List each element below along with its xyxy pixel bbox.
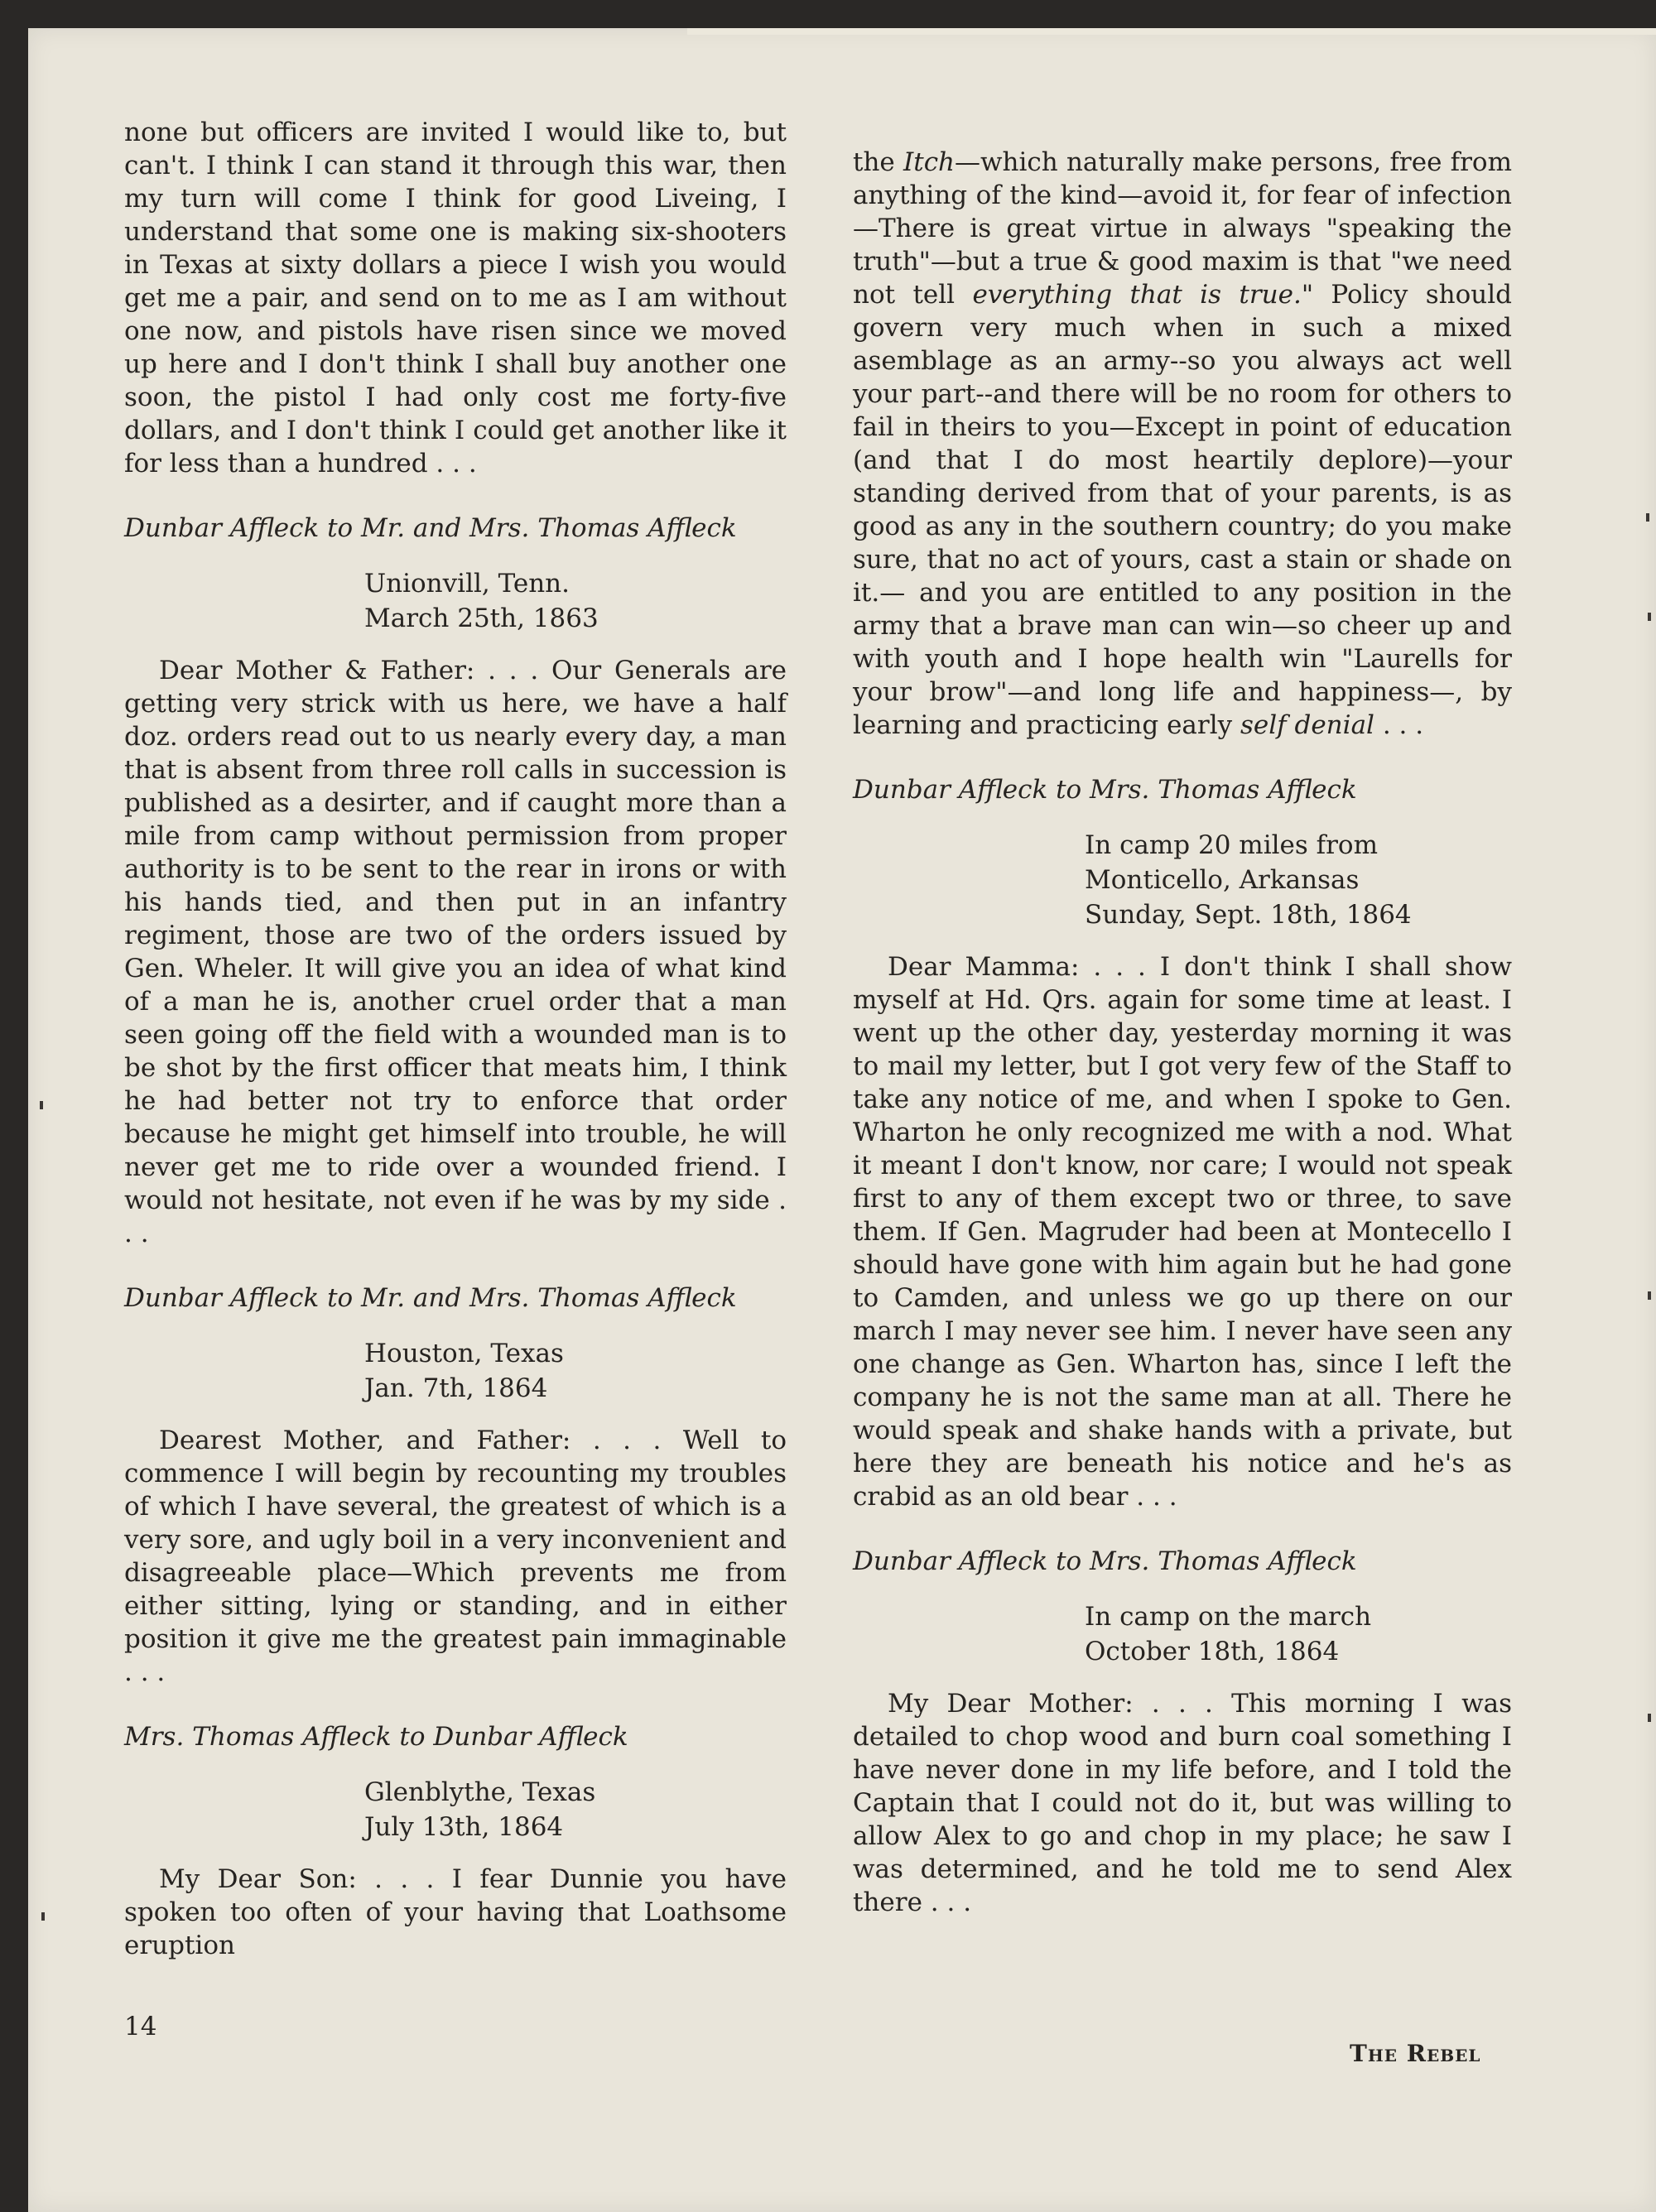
dateline-place: In camp on the march bbox=[1085, 1602, 1372, 1632]
page-number: 14 bbox=[124, 2012, 157, 2041]
letter-heading: Dunbar Affleck to Mr. and Mrs. Thomas Affleck bbox=[124, 1283, 737, 1313]
letter-dateline bbox=[124, 1775, 787, 1844]
intro-paragraph: none but officers are invited I would like to, but can't. I think I can stand it through this war, then my turn will come I think for good Liveing, I understand that some one is making six-shooters in Texas at sixty dollars a piece I wish you would get me a pair, and send on to me as I am without one now, and pistols have risen since we moved up here and I don't think I shall buy another one soon, the pistol I had only cost me forty-five dollars, and I don't think I could get another like it for less than a hundred . . . bbox=[124, 118, 787, 478]
binding-mark bbox=[1648, 613, 1651, 621]
letter-dateline bbox=[853, 1599, 1512, 1669]
italic-run: everything that is true. bbox=[972, 280, 1302, 310]
italic-run: self denial bbox=[1240, 710, 1374, 740]
letter-dateline bbox=[124, 1336, 787, 1406]
dateline-date: October 18th, 1864 bbox=[1085, 1637, 1340, 1666]
dateline-place: Houston, Texas bbox=[364, 1339, 564, 1368]
dateline-place: In camp 20 miles from bbox=[1085, 830, 1378, 860]
left-column bbox=[124, 116, 787, 1962]
right-column bbox=[853, 146, 1512, 1919]
text-run: —which naturally make persons, free from anything of the kind—avoid it, for fear of infection—There is great virtue in always "speaking the truth"—but a true & good maxim is that "we need not tell bbox=[853, 147, 1512, 310]
dateline-date: July 13th, 1864 bbox=[364, 1812, 564, 1842]
dateline-place: Glenblythe, Texas bbox=[364, 1777, 596, 1807]
letter-dateline bbox=[124, 566, 787, 636]
letter-heading: Dunbar Affleck to Mr. and Mrs. Thomas Affleck bbox=[124, 513, 737, 543]
dateline-date: Jan. 7th, 1864 bbox=[364, 1373, 548, 1403]
binding-mark bbox=[41, 1912, 45, 1921]
letter-dateline bbox=[853, 828, 1512, 932]
letter-heading: Dunbar Affleck to Mrs. Thomas Affleck bbox=[853, 1546, 1357, 1576]
text-run: the bbox=[853, 147, 903, 177]
letter-heading: Mrs. Thomas Affleck to Dunbar Affleck bbox=[124, 1722, 628, 1752]
text-run: . . . bbox=[1374, 710, 1424, 740]
binding-mark bbox=[1648, 1714, 1651, 1722]
letter-heading: Dunbar Affleck to Mrs. Thomas Affleck bbox=[853, 775, 1357, 805]
binding-mark bbox=[1648, 1291, 1651, 1300]
binding-mark bbox=[40, 1101, 43, 1109]
letter-body: Dearest Mother, and Father: . . . Well to commence I will begin by recounting my troubles of which I have several, the greatest of which is a very sore, and ugly boil in a very inconvenient and disagreeable place—Which prevents me from either sitting, lying or standing, and in either position it give me the greatest pain immaginable . . . bbox=[124, 1426, 787, 1687]
text-run: " Policy should govern very much when in such a mixed asemblage as an army--so you always act well your part--and there will be no room for others to fail in theirs to you—Except in point of education (and that I do most heartily deplore)—your standing derived from that of your parents, is as good as any in the southern country; do you make sure, that no act of yours, cast a stain or shade on it.— and you are entitled to any position in the army that a brave man can win—so cheer up and with youth and I hope health win "Laurells for your brow"—and long life and happiness—, by learning and practicing early bbox=[853, 280, 1513, 740]
dateline-place: Monticello, Arkansas bbox=[1085, 865, 1360, 895]
letter-body: My Dear Mother: . . . This morning I was detailed to chop wood and burn coal something I have never done in my life before, and I told the Captain that I could not do it, but was willing to allow Alex to go and chop in my place; he saw I was determined, and he told me to send Alex there . . . bbox=[853, 1689, 1512, 1917]
italic-run: Itch bbox=[903, 147, 956, 177]
page-top-edge bbox=[687, 28, 1656, 35]
dateline-date: Sunday, Sept. 18th, 1864 bbox=[1085, 900, 1412, 930]
publication-title: The Rebel bbox=[1350, 2040, 1481, 2067]
letter-body: My Dear Son: . . . I fear Dunnie you have spoken too often of your having that Loathsome eruption bbox=[124, 1864, 787, 1960]
letter-body: Dear Mamma: . . . I don't think I shall show myself at Hd. Qrs. again for some time at least. I went up the other day, yesterday morning it was to mail my letter, but I got very few of the Staff to take any notice of me, and when I spoke to Gen. Wharton he only recognized me with a nod. What it meant I don't know, nor care; I would not speak first to any of them except two or three, to save them. If Gen. Magruder had been at Montecello I should have gone with him again but he had gone to Camden, and unless we go up there on our march I may never see him. I never have seen any one change as Gen. Wharton has, since I left the company he is not the same man at all. There he would speak and shake hands with a private, but here they are beneath his notice and he's as crabid as an old bear . . . bbox=[853, 952, 1512, 1512]
dateline-date: March 25th, 1863 bbox=[364, 603, 599, 633]
binding-mark bbox=[1646, 513, 1649, 522]
letter-body: Dear Mother & Father: . . . Our Generals are getting very strick with us here, we have a half doz. orders read out to us nearly every day, a man that is absent from three roll calls in succession is published as a desirter, and if caught more than a mile from camp without permission from proper authority is to be sent to the rear in irons or with his hands tied, and then put in an infantry regiment, those are two of the orders issued by Gen. Wheler. It will give you an idea of what kind of a man he is, another cruel order that a man seen going off the field with a wounded man is to be shot by the first officer that meats him, I think he had better not try to enforce that order because he might get himself into trouble, he will never get me to ride over a wounded friend. I would not hesitate, not even if he was by my side . . . bbox=[124, 656, 787, 1248]
dateline-place: Unionvill, Tenn. bbox=[364, 569, 570, 599]
continuation-paragraph bbox=[853, 146, 1512, 742]
